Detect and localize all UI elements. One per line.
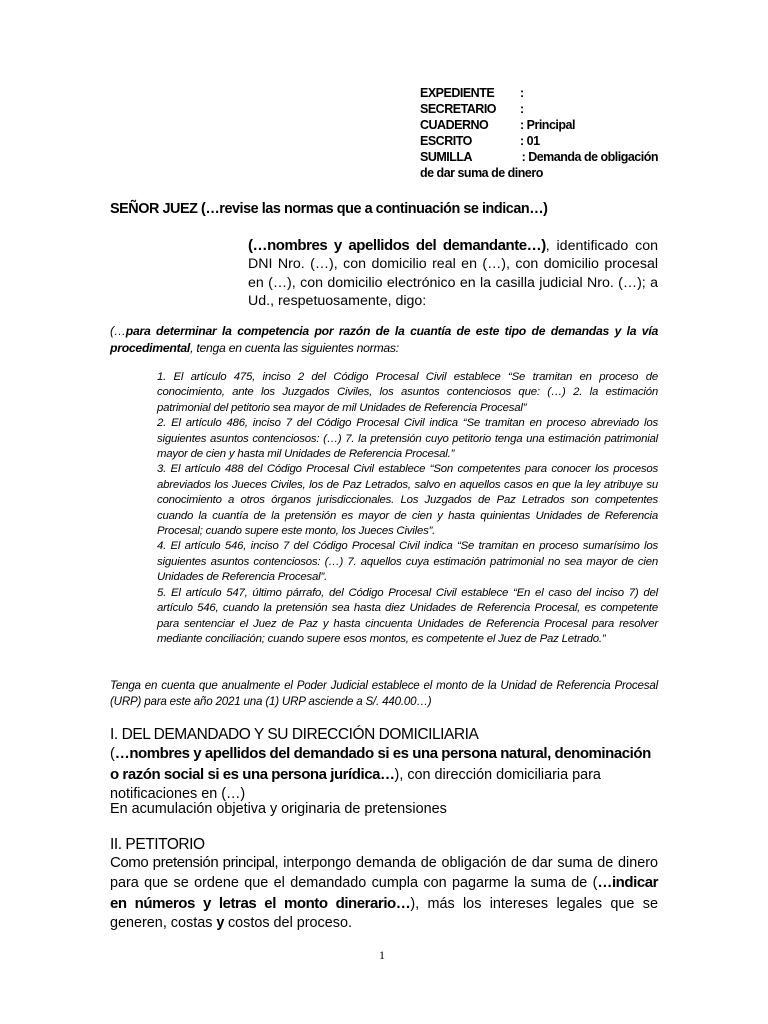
cuaderno-row [420, 118, 575, 133]
petitorio-paragraph [110, 853, 658, 934]
secretario-label: SECRETARIO [420, 102, 497, 116]
escrito-label: ESCRITO [420, 134, 472, 148]
salutation: SEÑOR JUEZ (…revise las normas que a continuación se indican…) [110, 201, 548, 217]
secretario-value: : [520, 102, 524, 116]
section-1-heading: I. DEL DEMANDADO Y SU DIRECCIÓN DOMICILIARIA [110, 726, 479, 743]
secretario-row [420, 102, 524, 117]
accumulation-line: En acumulación objetiva y originaria de pretensiones [110, 801, 447, 817]
page-number: 1 [379, 948, 385, 962]
note-open: (… [110, 324, 126, 338]
cuaderno-label: CUADERNO [420, 118, 489, 132]
norm-item-2: 2. El artículo 486, inciso 7 del Código Procesal Civil indica “Se tramitan en proceso abreviado los siguientes asuntos contenciosos: (…) 7. la pretensión cuyo petitorio tenga una estimación patrimonial mayor de cien y hasta mil Unidades de Referencia Procesal.” [157, 417, 658, 461]
norm-item-4: 4. El artículo 546, inciso 7 del Código Procesal Civil indica “Se tramitan en proceso sumarísimo los siguientes asuntos contenciosos: (…) 7. aquellos cuya estimación patrimonial no sea mayor de cien Unidades de Referencia Procesal”. [157, 540, 658, 584]
expediente-row [420, 86, 524, 101]
norms-quote-block [157, 370, 658, 647]
escrito-value: : 01 [520, 134, 540, 148]
petitorio-text-3: costos del proceso. [223, 915, 352, 932]
plaintiff-name-placeholder: (…nombres y apellidos del demandante…) [248, 237, 546, 254]
sumilla-label: SUMILLA [420, 150, 473, 164]
norm-item-3: 3. El artículo 488 del Código Procesal Civil establece “Son competentes para conocer los procesos abreviados los Jueces Civiles, los de Paz Letrados, salvo en aquellos casos en que la ley atribuye su conocimiento a otros órganos jurisdiccionales. Los Juzgados de Paz Letrados son competentes cuando la cuantía de la pretensión es mayor de cien y hasta quinientas Unidades de Referencia Procesal; cuando supere este monto, los Jueces Civiles”. [157, 463, 658, 538]
petitorio-lead: Como pretensión principal [110, 854, 275, 871]
escrito-row [420, 134, 540, 149]
section-1-rest: ), con dirección domiciliaria para notificaciones en (…) [110, 766, 601, 802]
expediente-value: : [520, 86, 524, 100]
note-rest: , tenga en cuenta las siguientes normas: [190, 340, 399, 355]
note-bold: para determinar la competencia por razón de la cuantía de este tipo de demandas y la vía procedimental [110, 324, 658, 355]
defendant-name-placeholder: …nombres y apellidos del demandado si es una persona natural, denominación o razón social si es una persona jurídica… [110, 745, 651, 783]
expediente-label: EXPEDIENTE [420, 86, 495, 100]
norm-item-5: 5. El artículo 547, último párrafo, del Código Procesal Civil establece “En el caso del inciso 7) del artículo 546, cuando la pretensión sea hasta diez Unidades de Referencia Procesal, es competente para sentenciar el Juez de Paz y hasta cincuenta Unidades de Referencia Procesal para resolver mediante conciliación; cuando supere esos montos, es competente el Juez de Paz Letrado.” [157, 586, 658, 645]
intro-text: , identificado con DNI Nro. (…), con domicilio real en (…), con domicilio procesal en (…), con domicilio electrónico en la casilla judicial Nro. (…); a Ud., respetuosamente, digo: [248, 238, 658, 310]
urp-note: Tenga en cuenta que anualmente el Poder Judicial establece el monto de la Unidad de Referencia Procesal (URP) para este año 2021 una (1) URP asciende a S/. 440.00…) [110, 679, 658, 708]
intro-paragraph [248, 237, 658, 311]
section-2-heading: II. PETITORIO [110, 836, 205, 853]
norm-item-1: 1. El artículo 475, inciso 2 del Código Procesal Civil establece “Se tramitan en proceso de conocimiento, ante los Juzgados Civiles, los asuntos contenciosos que: (…) 2. la estimación patrimonial del petitorio sea mayor de mil Unidades de Referencia Procesal” [157, 371, 658, 414]
petitorio-text-1: , interpongo demanda de obligación de dar suma de dinero para que se ordene que el demandado cumpla con pagarme la suma de ( [110, 855, 658, 892]
section-1-paragraph [110, 744, 660, 805]
sumilla-continuation: de dar suma de dinero [420, 166, 543, 180]
petitorio-text-2: ), más los intereses legales que se generen, costas [110, 895, 658, 932]
sumilla-row [420, 150, 658, 165]
cuaderno-value: : Principal [520, 118, 575, 132]
petitorio-y: y [216, 915, 224, 932]
section-1-open: ( [110, 746, 115, 762]
competence-note [110, 323, 658, 356]
sumilla-value: : Demanda de obligación [521, 150, 658, 164]
amount-placeholder: …indicar en números y letras el monto dinerario… [110, 874, 658, 912]
